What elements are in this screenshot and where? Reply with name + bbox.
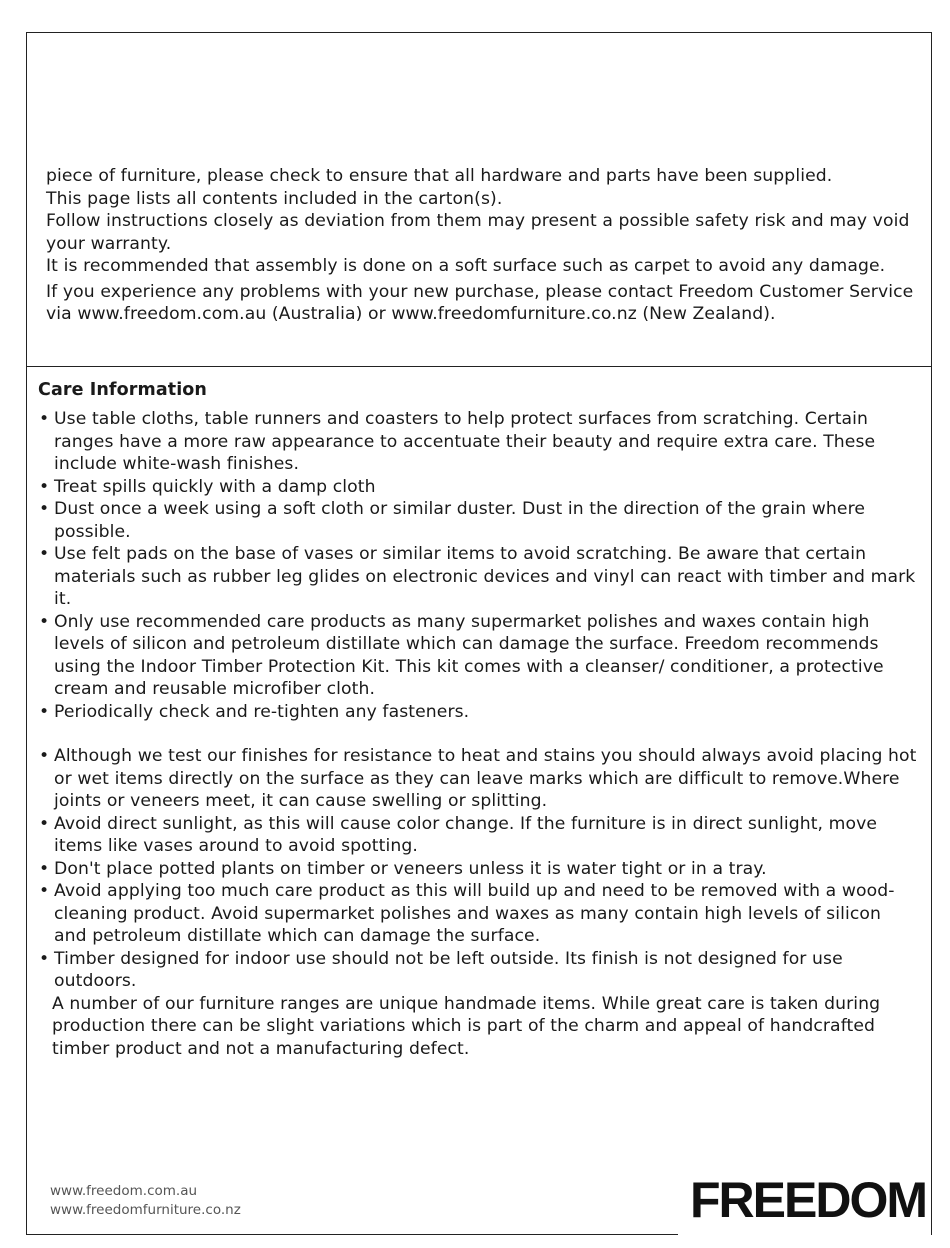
- footer-links: [50, 1182, 241, 1220]
- intro-line: Follow instructions closely as deviation from them may present a possible safety risk and may void your warranty.: [46, 211, 910, 254]
- bullet-icon: •: [39, 881, 50, 901]
- care-item: [38, 611, 918, 701]
- bullet-icon: •: [39, 858, 50, 879]
- intro-line: This page lists all contents included in the carton(s).: [46, 188, 503, 209]
- intro-line: It is recommended that assembly is done on a soft surface such as carpet to avoid any damage.: [46, 256, 886, 276]
- care-item-text: Treat spills quickly with a damp cloth: [54, 476, 376, 497]
- care-item-text: Although we test our finishes for resistance to heat and stains you should always avoid placing hot or wet items directly on the surface as they can leave marks which are difficult to remove.Where joints or veneers meet, it can cause swelling or splitting.: [54, 746, 917, 811]
- care-item: [38, 408, 918, 476]
- bullet-icon: •: [39, 544, 50, 564]
- bullet-icon: •: [39, 948, 50, 969]
- care-item-text: Use table cloths, table runners and coasters to help protect surfaces from scratching. Certain ranges have a more raw appearance to accentuate their beauty and require extra care. These include white-wash finishes.: [54, 409, 876, 474]
- care-title: Care Information: [38, 380, 207, 400]
- bullet-icon: •: [39, 499, 50, 519]
- bottom-rule: [26, 1234, 678, 1235]
- intro-line: piece of furniture, please check to ensure that all hardware and parts have been supplied.: [46, 166, 833, 186]
- care-item-text: Only use recommended care products as many supermarket polishes and waxes contain high levels of silicon and petroleum distillate which can damage the surface. Freedom recommends using the Indoor Timber Protection Kit. This kit comes with a cleanser/ conditioner, a protective cream and reusable microfiber cloth.: [54, 611, 884, 699]
- handmade-note: A number of our furniture ranges are unique handmade items. While great care is taken during production there can be slight variations which is part of the charm and appeal of handcrafted timber product and not a manufacturing defect.: [52, 993, 881, 1059]
- bullet-icon: •: [39, 746, 50, 766]
- care-item: [38, 701, 918, 724]
- intro-line: If you experience any problems with your new purchase, please contact Freedom Customer Service via www.freedom.com.au (Australia) or www.freedomfurniture.co.nz (New Zealand).: [46, 281, 914, 324]
- bullet-icon: •: [39, 476, 50, 497]
- care-item: [38, 948, 918, 993]
- bullet-icon: •: [39, 611, 50, 632]
- care-item: [38, 476, 918, 499]
- footer-link-au[interactable]: www.freedom.com.au: [50, 1183, 198, 1199]
- care-item-text: Dust once a week using a soft cloth or similar duster. Dust in the direction of the grain where possible.: [54, 499, 866, 542]
- care-section: [38, 378, 918, 1060]
- bullet-icon: •: [39, 409, 50, 429]
- care-item: [38, 880, 918, 948]
- care-list: [38, 408, 918, 993]
- freedom-logo: FREEDOM: [690, 1172, 926, 1228]
- care-item-text: Periodically check and re-tighten any fasteners.: [54, 701, 470, 722]
- care-item: [38, 745, 918, 813]
- care-item-text: Use felt pads on the base of vases or similar items to avoid scratching. Be aware that certain materials such as rubber leg glides on electronic devices and vinyl can react with timber and mark it.: [54, 544, 916, 609]
- care-item: [38, 813, 918, 858]
- intro-text: [46, 165, 926, 326]
- care-item-text: Avoid direct sunlight, as this will cause color change. If the furniture is in direct sunlight, move items like vases around to avoid spotting.: [54, 813, 878, 856]
- footer-link-nz[interactable]: www.freedomfurniture.co.nz: [50, 1202, 241, 1218]
- care-item: [38, 543, 918, 611]
- bullet-icon: •: [39, 813, 50, 834]
- bullet-icon: •: [39, 701, 50, 722]
- care-item-text: Timber designed for indoor use should not be left outside. Its finish is not designed for use outdoors.: [54, 948, 843, 991]
- care-item-text: Avoid applying too much care product as this will build up and need to be removed with a wood-cleaning product. Avoid supermarket polishes and waxes as many contain high levels of silicon and petroleum distillate which can damage the surface.: [54, 881, 895, 946]
- care-item: [38, 498, 918, 543]
- care-item-text: Don't place potted plants on timber or veneers unless it is water tight or in a tray.: [54, 858, 767, 879]
- care-item: [38, 858, 918, 881]
